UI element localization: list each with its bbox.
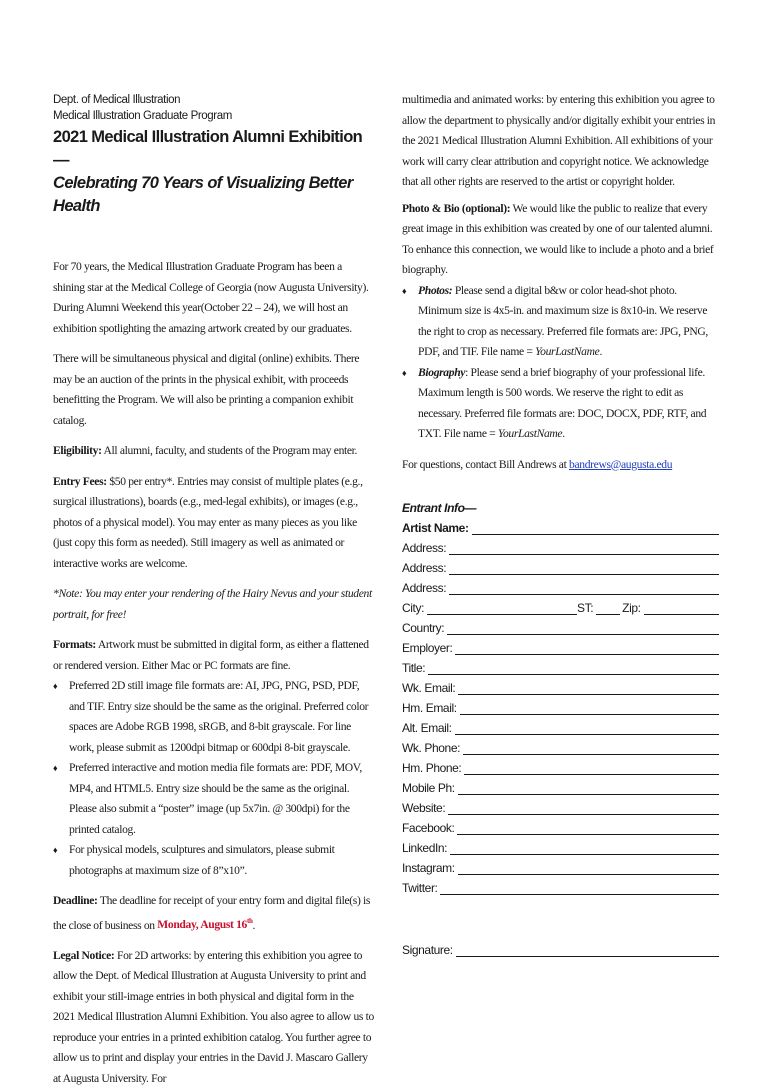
work-email-field[interactable]: Wk. Email: xyxy=(402,675,719,695)
entrant-info-form xyxy=(402,495,719,957)
alt-email-field[interactable]: Alt. Email: xyxy=(402,715,719,735)
left-column xyxy=(53,92,375,1089)
formats-paragraph: Formats: Artwork must be submitted in digital form, as either a flattened or rendered version. Either Mac or PC formats are fine. xyxy=(53,638,369,672)
address-field-1[interactable]: Address: xyxy=(402,535,719,555)
formats-list xyxy=(53,676,375,881)
legal-notice-continued: multimedia and animated works: by entering this exhibition you agree to allow the department to physically and/or digitally exhibit your entries in the 2021 Medical Illustration Alumni Exhibition. All exhibitions of your work will carry clear attribution and copyright notice. We acknowledge that all other rights are reserved to the artist or copyright holder. xyxy=(402,93,716,188)
employer-field[interactable]: Employer: xyxy=(402,635,719,655)
city-line[interactable] xyxy=(427,600,577,615)
artist-name-field[interactable]: Artist Name: xyxy=(402,515,719,535)
contact-paragraph: For questions, contact Bill Andrews at bandrews@augusta.edu xyxy=(402,457,673,471)
address-field-2[interactable]: Address: xyxy=(402,555,719,575)
page-title xyxy=(53,126,375,218)
eligibility-paragraph: Eligibility: All alumni, faculty, and students of the Program may enter. xyxy=(53,444,358,457)
list-item: ♦ Preferred 2D still image file formats are: AI, JPG, PNG, PSD, PDF, and TIF. Entry size should be the same as the original. Preferred color spaces are Adobe RGB 1998, sRGB, and 8-bit grayscale. For line work, please submit as 1200dpi bitmap or 600dpi 8-bit grayscale. xyxy=(53,676,375,758)
linkedin-field[interactable]: LinkedIn: xyxy=(402,835,719,855)
facebook-field[interactable]: Facebook: xyxy=(402,815,719,835)
photo-bio-list xyxy=(402,281,719,445)
zip-line[interactable] xyxy=(644,600,719,615)
intro-paragraph-2: There will be simultaneous physical and digital (online) exhibits. There may be an auction of the prints in the physical exhibit, with proceeds benefitting the Program. We will also be printing a companion exhibit catalog. xyxy=(53,352,360,427)
list-item: ♦ For physical models, sculptures and simulators, please submit photographs at maximum size of 8”x10”. xyxy=(53,840,375,881)
entrant-info-heading: Entrant Info— xyxy=(402,501,477,515)
contact-email-link[interactable]: bandrews@augusta.edu xyxy=(569,457,673,471)
entry-fees-paragraph: Entry Fees: $50 per entry*. Entries may consist of multiple plates (e.g., surgical illustrations), boards (e.g., med-legal exhibits), or images (e.g., photos of a physical model). You may enter as many pieces as you like (just copy this form as needed). Still imagery as well as animated or interactive works are welcome. xyxy=(53,474,363,570)
free-entry-note: *Note: You may enter your rendering of the Hairy Nevus and your student portrait, for free! xyxy=(53,587,372,621)
intro-paragraph-1: For 70 years, the Medical Illustration Graduate Program has been a shining star at the Medical College of Georgia (now Augusta University). During Alumni Weekend this year(October 22 – 24), we will host an exhibition spotlighting the amazing artwork created by our graduates. xyxy=(53,260,369,335)
title-line-1: 2021 Medical Illustration Alumni Exhibition— xyxy=(53,128,363,169)
program-name: Medical Illustration Graduate Program xyxy=(53,110,232,122)
instagram-field[interactable]: Instagram: xyxy=(402,855,719,875)
website-field[interactable]: Website: xyxy=(402,795,719,815)
biography-item: ♦ Biography: Please send a brief biography of your professional life. Maximum length is 500 words. We reserve the right to edit as necessary. Preferred file formats are: DOC, DOCX, PDF, RTF, and TXT. File name = YourLastName. xyxy=(402,363,719,445)
work-phone-field[interactable]: Wk. Phone: xyxy=(402,735,719,755)
signature-field[interactable]: Signature: xyxy=(402,937,719,957)
state-label: ST: xyxy=(577,601,594,615)
deadline-date: Monday, August 16th xyxy=(157,917,253,932)
title-field[interactable]: Title: xyxy=(402,655,719,675)
legal-notice-paragraph: Legal Notice: For 2D artworks: by entering this exhibition you agree to allow the Dept. of Medical Illustration at Augusta University to print and exhibit your still-image entries in both physical and digital form in the 2021 Medical Illustration Alumni Exhibition. You also agree to allow us to reproduce your entries in a printed exhibition catalog. You further agree to allow us to print and display your entries in the David J. Mascaro Gallery at Augusta University. For xyxy=(53,948,374,1085)
city-label: City: xyxy=(402,601,425,615)
twitter-field[interactable]: Twitter: xyxy=(402,875,719,895)
state-line[interactable] xyxy=(596,600,620,615)
dept-name: Dept. of Medical Illustration xyxy=(53,94,181,106)
photos-item: ♦ Photos: Please send a digital b&w or color head-shot photo. Minimum size is 4x5-in. and maximum size is 8x10-in. We reserve the right to crop as necessary. Preferred file formats are: JPG, PNG, PDF, and TIF. File name = YourLastName. xyxy=(402,281,719,363)
city-state-zip-field[interactable] xyxy=(402,595,719,615)
home-email-field[interactable]: Hm. Email: xyxy=(402,695,719,715)
mobile-phone-field[interactable]: Mobile Ph: xyxy=(402,775,719,795)
list-item: ♦ Preferred interactive and motion media file formats are: PDF, MOV, MP4, and HTML5. Entry size should be the same as the original. Please also submit a “poster” image (up 5x7in. @ 300dpi) for the printed catalog. xyxy=(53,758,375,840)
address-field-3[interactable]: Address: xyxy=(402,575,719,595)
deadline-paragraph: Deadline: The deadline for receipt of your entry form and digital file(s) is the close of business on Monday, August 16th. xyxy=(53,894,371,932)
title-line-2: Celebrating 70 Years of Visualizing Better Health xyxy=(53,174,353,215)
photo-bio-paragraph: Photo & Bio (optional): We would like the public to realize that every great image in this exhibition was created by one of our talented alumni. To enhance this connection, we would like to include a photo and a brief biography. xyxy=(402,201,714,276)
zip-label: Zip: xyxy=(622,601,641,615)
home-phone-field[interactable]: Hm. Phone: xyxy=(402,755,719,775)
right-column xyxy=(402,90,719,957)
country-field[interactable]: Country: xyxy=(402,615,719,635)
